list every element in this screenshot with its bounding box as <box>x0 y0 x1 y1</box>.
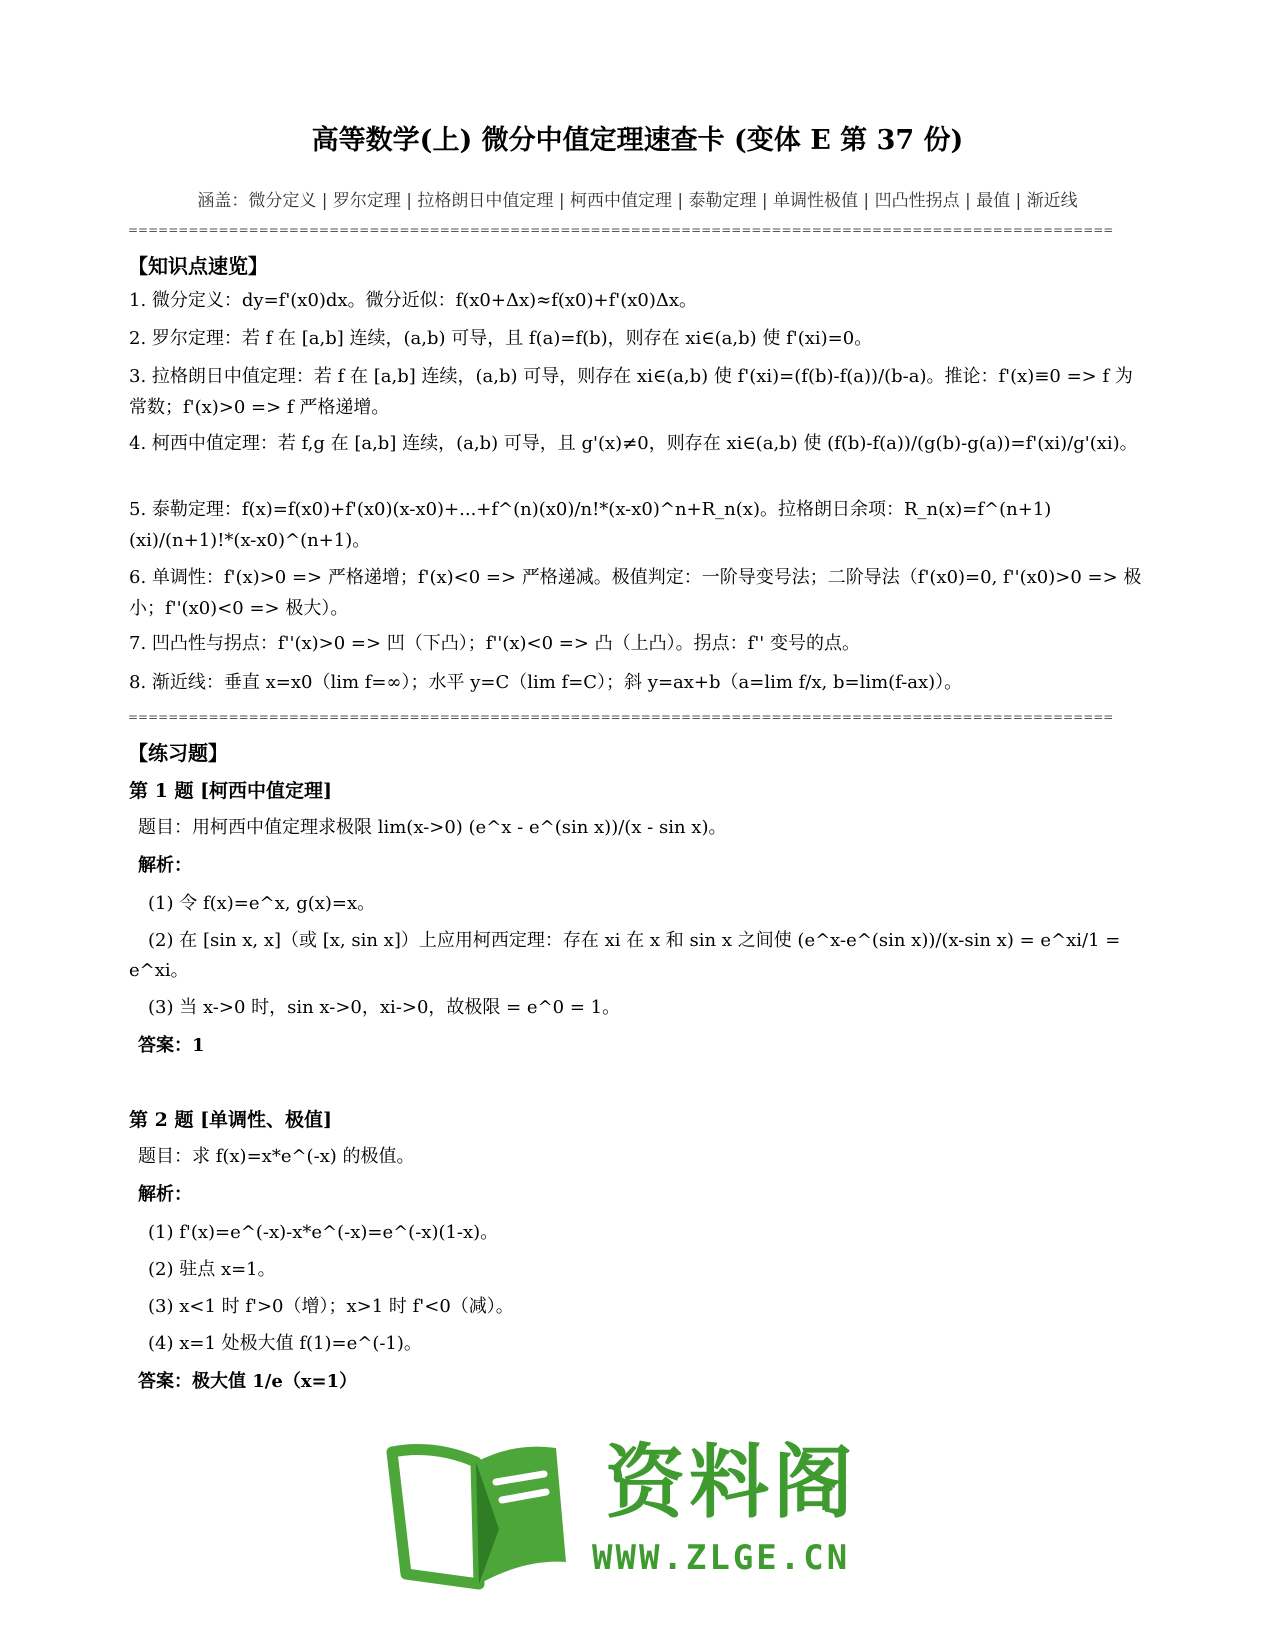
open-book-icon <box>384 1434 574 1584</box>
knowledge-item: 1. 微分定义：dy=f'(x0)dx。微分近似：f(x0+Δx)≈f(x0)+f'(x0)Δx。 <box>129 290 698 311</box>
question-2-text: 题目：求 f(x)=x*e^(-x) 的极值。 <box>138 1146 415 1167</box>
knowledge-item: 8. 渐近线：垂直 x=x0（lim f=∞）；水平 y=C（lim f=C）；斜 y=ax+b（a=lim f/x, b=lim(f-ax)）。 <box>129 672 963 693</box>
knowledge-item: 7. 凹凸性与拐点：f''(x)>0 => 凹（下凸）；f''(x)<0 => 凸（上凸）。拐点：f'' 变号的点。 <box>129 633 860 654</box>
watermark-logo <box>400 1438 870 1588</box>
question-1-step: (1) 令 f(x)=e^x, g(x)=x。 <box>148 893 376 914</box>
question-2-step: (4) x=1 处极大值 f(1)=e^(-1)。 <box>148 1333 422 1354</box>
divider-top: ================================================================================================== <box>128 223 1114 237</box>
question-2-analysis-label: 解析： <box>138 1184 192 1205</box>
question-1-answer: 答案：1 <box>138 1035 205 1056</box>
knowledge-item: 2. 罗尔定理：若 f 在 [a,b] 连续，(a,b) 可导，且 f(a)=f(b)，则存在 xi∈(a,b) 使 f'(xi)=0。 <box>129 328 873 349</box>
question-2-title: 第 2 题 [单调性、极值] <box>129 1109 333 1131</box>
question-1-step: (3) 当 x->0 时，sin x->0，xi->0，故极限 = e^0 = 1。 <box>148 997 621 1018</box>
question-2-answer: 答案：极大值 1/e（x=1） <box>138 1371 358 1392</box>
question-1-analysis-label: 解析： <box>138 855 192 876</box>
question-1-text: 题目：用柯西中值定理求极限 lim(x->0) (e^x - e^(sin x))/(x - sin x)。 <box>138 817 727 838</box>
page-title: 高等数学(上) 微分中值定理速查卡 (变体 E 第 37 份) <box>311 125 964 156</box>
exercises-heading: 【练习题】 <box>128 741 228 765</box>
question-2-step: (3) x<1 时 f'>0（增）；x>1 时 f'<0（减）。 <box>148 1296 514 1317</box>
watermark-name: 资料阁 <box>605 1436 857 1529</box>
question-1-title: 第 1 题 [柯西中值定理] <box>129 780 333 802</box>
watermark-url: WWW.ZLGE.CN <box>592 1538 851 1578</box>
knowledge-heading: 【知识点速览】 <box>128 254 268 278</box>
divider-middle: ================================================================================================== <box>128 710 1114 724</box>
question-1-step: (2) 在 [sin x, x]（或 [x, sin x]）上应用柯西定理：存在 xi 在 x 和 sin x 之间使 (e^x-e^(sin x))/(x-sin x) = e^xi/1 = <box>148 930 1121 951</box>
page-subtitle: 涵盖：微分定义 | 罗尔定理 | 拉格朗日中值定理 | 柯西中值定理 | 泰勒定理 | 单调性极值 | 凹凸性拐点 | 最值 | 渐近线 <box>197 191 1078 211</box>
knowledge-item: 3. 拉格朗日中值定理：若 f 在 [a,b] 连续，(a,b) 可导，则存在 xi∈(a,b) 使 f'(xi)=(f(b)-f(a))/(b-a)。推论：f'(x)≡0 => f 为常数；f'(x)>0 => f 严格递增。 <box>129 366 1133 418</box>
question-2-step: (1) f'(x)=e^(-x)-x*e^(-x)=e^(-x)(1-x)。 <box>148 1222 499 1243</box>
knowledge-item: 5. 泰勒定理：f(x)=f(x0)+f'(x0)(x-x0)+...+f^(n)(x0)/n!*(x-x0)^n+R_n(x)。拉格朗日余项：R_n(x)=f^(n+1)(xi)/(n+1)!*(x-x0)^(n+1)。 <box>129 499 1052 551</box>
knowledge-item: 4. 柯西中值定理：若 f,g 在 [a,b] 连续，(a,b) 可导，且 g'(x)≠0，则存在 xi∈(a,b) 使 (f(b)-f(a))/(g(b)-g(a))=f'(xi)/g'(xi)。 <box>129 433 1138 454</box>
knowledge-item: 6. 单调性：f'(x)>0 => 严格递增；f'(x)<0 => 严格递减。极值判定：一阶导变号法；二阶导法（f'(x0)=0, f''(x0)>0 => 极小；f''(x0)<0 => 极大）。 <box>129 567 1142 619</box>
question-2-step: (2) 驻点 x=1。 <box>148 1259 276 1280</box>
question-1-step-continued: e^xi。 <box>129 960 189 981</box>
